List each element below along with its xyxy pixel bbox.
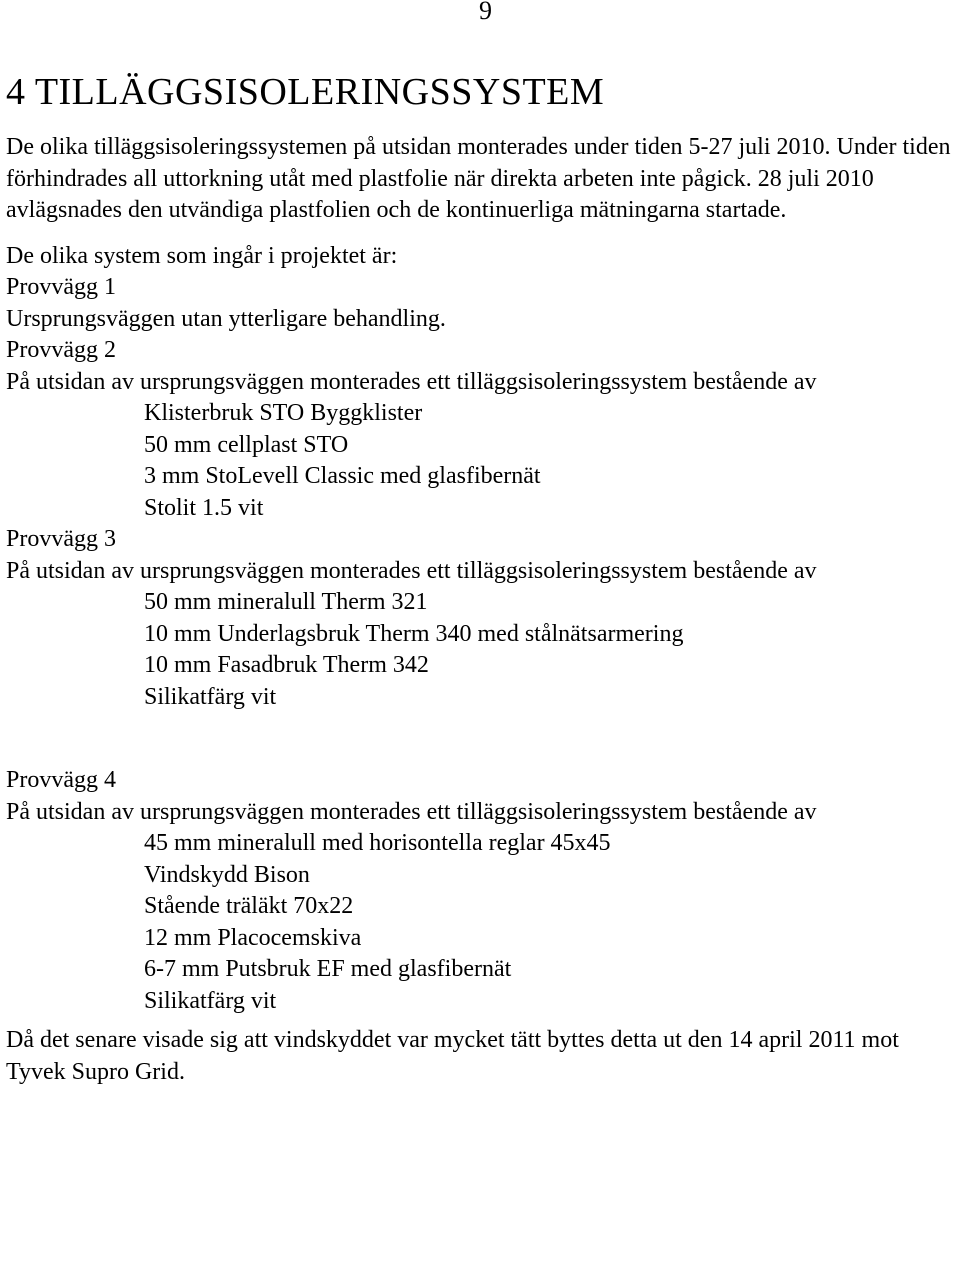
list-item: 10 mm Fasadbruk Therm 342 [144, 652, 429, 678]
list-item: 50 mm cellplast STO [144, 431, 349, 458]
closing-paragraph: Då det senare visade sig att vindskyddet var mycket tätt byttes detta ut den 14 april 2011 mot Tyvek Supro Grid. [6, 1027, 899, 1085]
list-item: Stående träläkt 70x22 [144, 893, 354, 919]
wall-2-description: På utsidan av ursprungsväggen monterades ett tilläggsisoleringssystem bestående av [6, 368, 817, 395]
wall-4-material-list [6, 828, 960, 1017]
systems-intro: De olika system som ingår i projektet är: [6, 242, 398, 269]
wall-2-material-list [6, 398, 960, 524]
section-heading: 4 TILLÄGGSISOLERINGSSYSTEM [6, 71, 605, 113]
intro-paragraph: De olika tilläggsisoleringssystemen på utsidan monterades under tiden 5-27 juli 2010. Under tiden förhindrades all uttorkning utåt med plastfolie när direkta arbeten inte pågick. 28 juli 2010 avlägsnades den utvändiga plastfolien och de kontinuerliga mätningarna startade. [6, 134, 951, 223]
wall-4-title: Provvägg 4 [6, 767, 116, 793]
list-item: 10 mm Underlagsbruk Therm 340 med stålnätsarmering [144, 620, 684, 647]
list-item: Vindskydd Bison [144, 861, 310, 888]
wall-1-description: Ursprungsväggen utan ytterligare behandling. [6, 305, 446, 332]
wall-2-title: Provvägg 2 [6, 337, 116, 363]
wall-4-description: På utsidan av ursprungsväggen monterades ett tilläggsisoleringssystem bestående av [6, 798, 817, 825]
list-item: Silikatfärg vit [144, 683, 277, 710]
wall-3-description: På utsidan av ursprungsväggen monterades ett tilläggsisoleringssystem bestående av [6, 557, 817, 584]
list-item: 45 mm mineralull med horisontella reglar 45x45 [144, 830, 611, 856]
list-item: Silikatfärg vit [144, 987, 277, 1014]
list-item: Stolit 1.5 vit [144, 494, 264, 521]
page-number: 9 [479, 0, 492, 25]
list-item: 6-7 mm Putsbruk EF med glasfibernät [144, 956, 512, 982]
list-item: Klisterbruk STO Byggklister [144, 400, 423, 426]
list-item: 12 mm Placocemskiva [144, 924, 362, 951]
wall-3-title: Provvägg 3 [6, 526, 116, 552]
list-item: 50 mm mineralull Therm 321 [144, 589, 428, 615]
list-item: 3 mm StoLevell Classic med glasfibernät [144, 463, 541, 489]
wall-3-material-list [6, 587, 960, 713]
wall-1-title: Provvägg 1 [6, 274, 116, 300]
document-body [6, 66, 960, 1088]
